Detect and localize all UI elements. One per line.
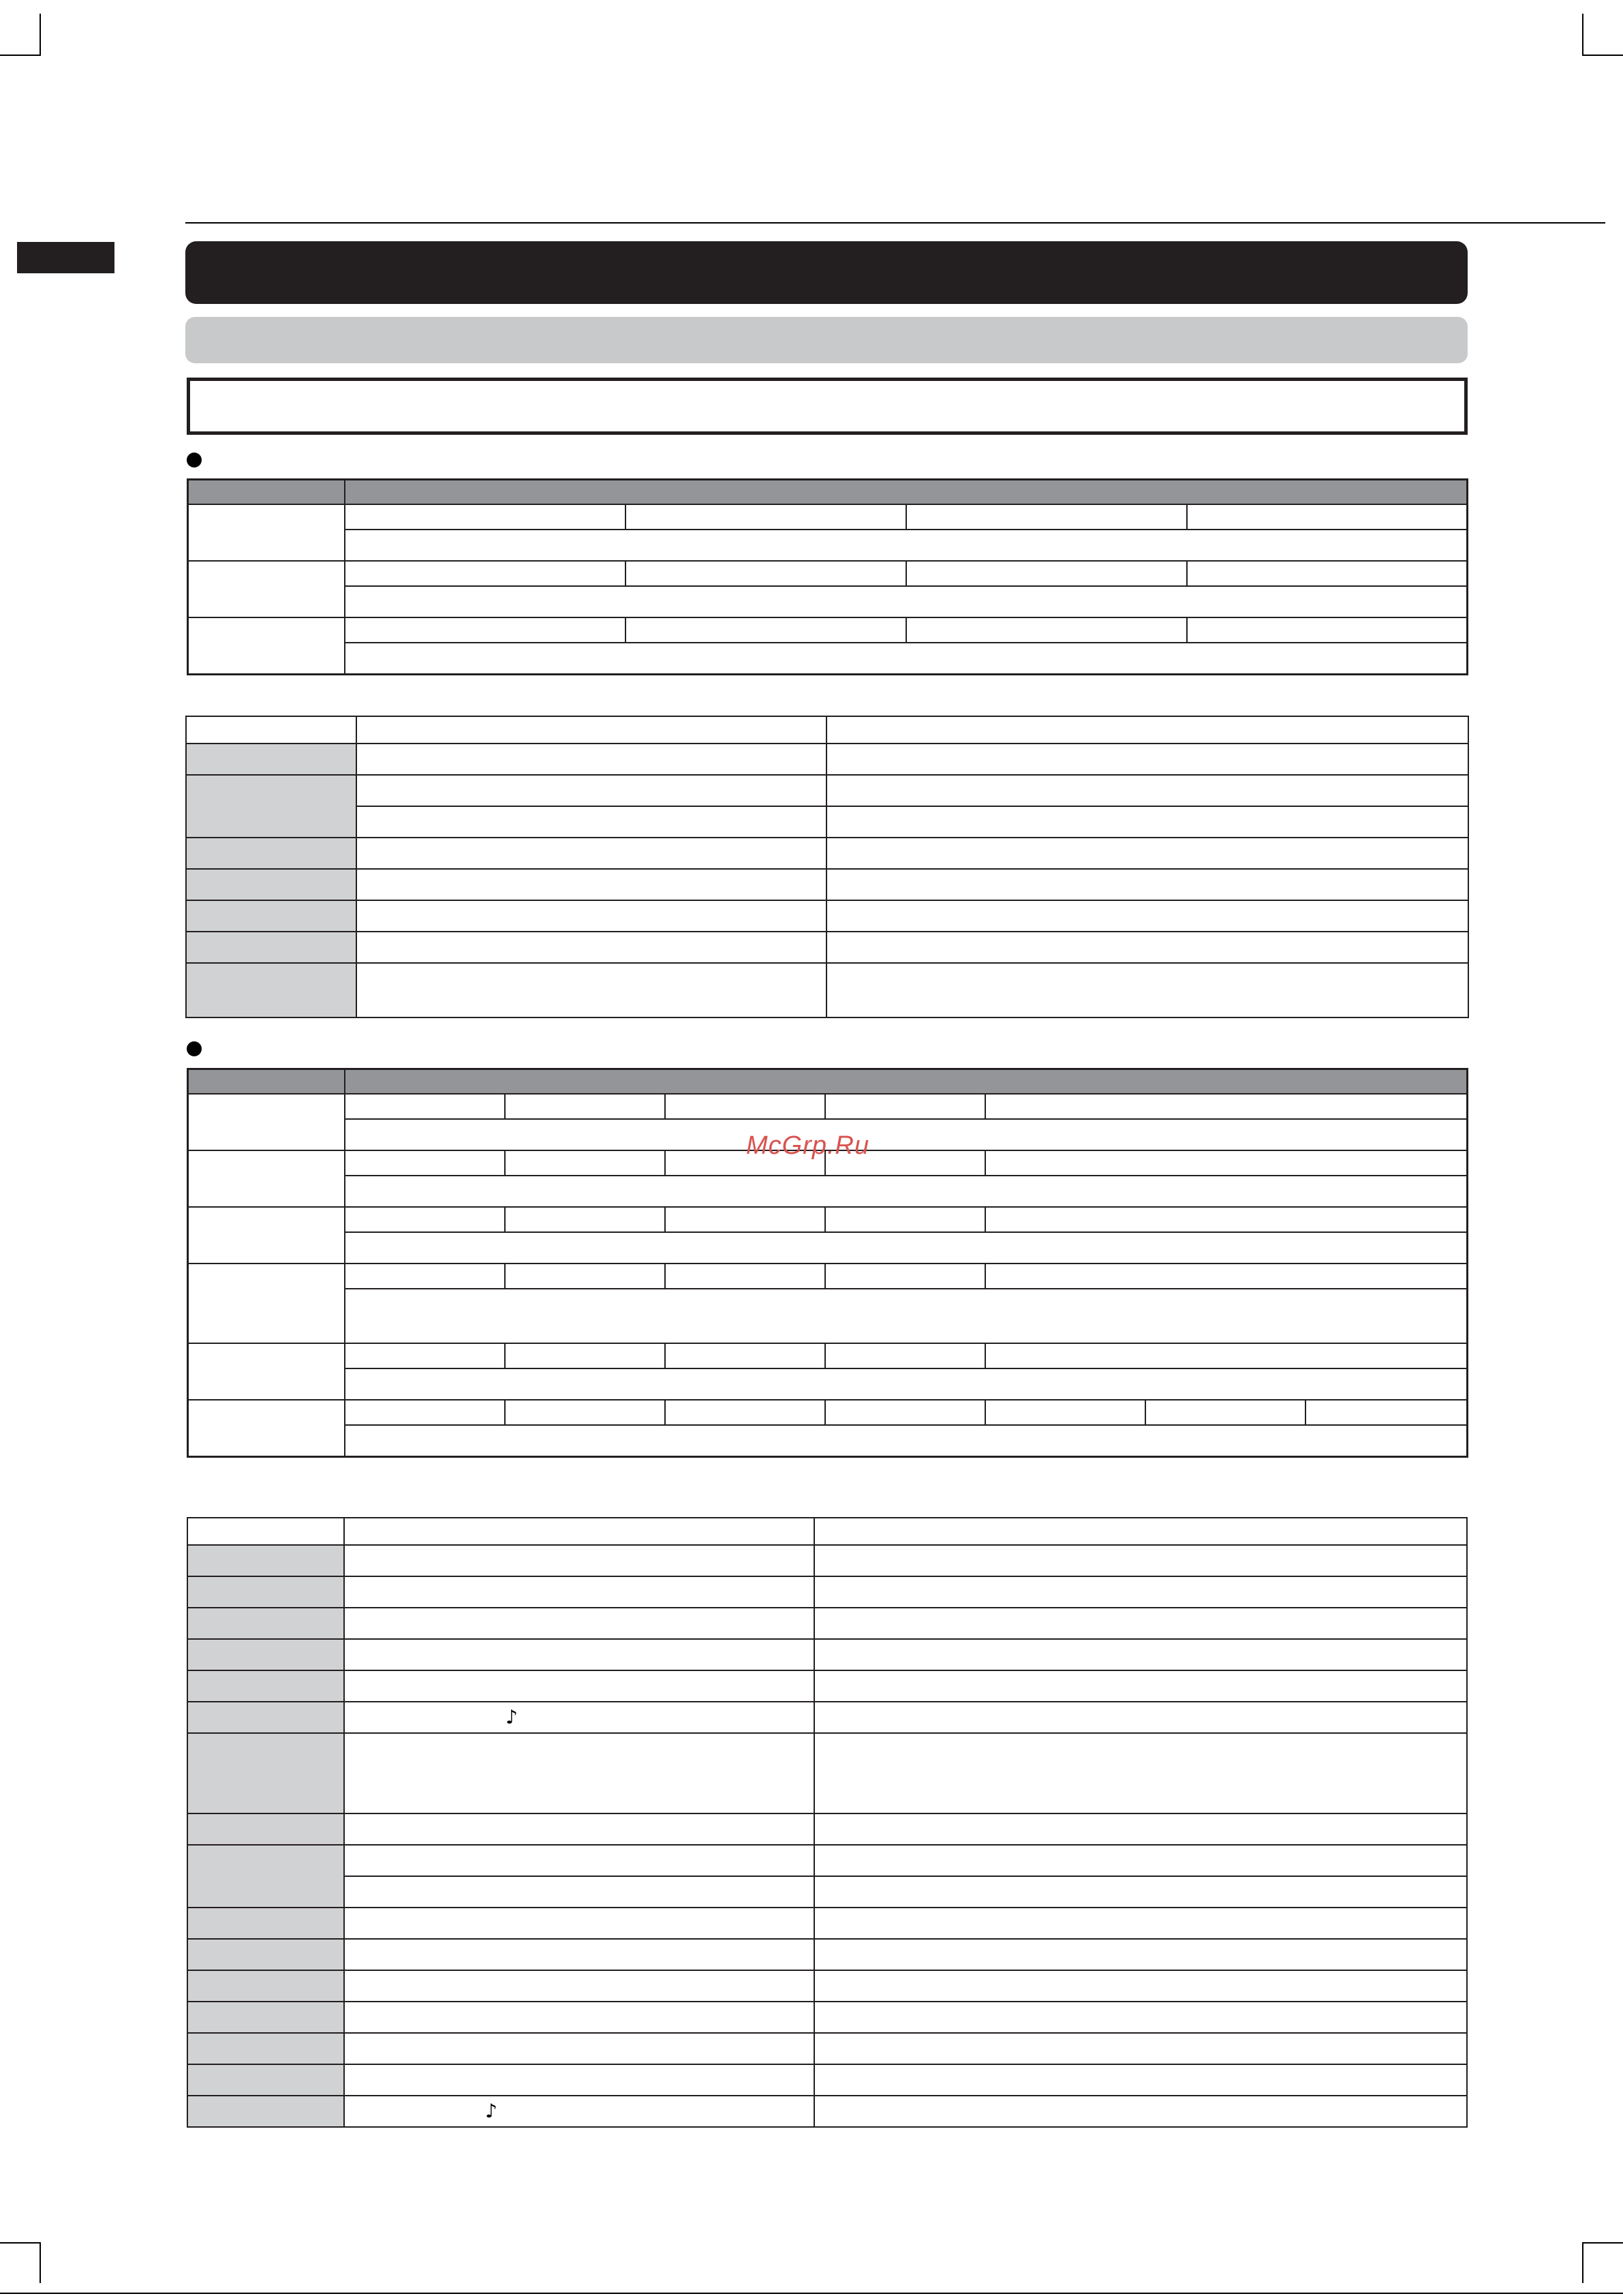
table-row [188, 1232, 1468, 1264]
table-row [187, 1813, 1467, 1845]
table-row [187, 1670, 1467, 1702]
page-title-bar [185, 241, 1468, 304]
table-1 [187, 478, 1468, 675]
table-row [188, 1343, 1468, 1368]
table-row [187, 1576, 1467, 1608]
table-row [188, 1425, 1468, 1456]
table-row [187, 1970, 1467, 2002]
crop-mark-top-left-v [40, 14, 41, 55]
table-row [188, 1176, 1468, 1207]
table-row [188, 1094, 1468, 1119]
table-1-row-label [188, 617, 345, 674]
crop-mark-top-right-v [1582, 14, 1583, 55]
table-row [188, 561, 1468, 586]
table-3-header-row [188, 1069, 1468, 1095]
section-subtitle-bar [185, 317, 1468, 363]
crop-mark-top-right-h [1582, 55, 1623, 56]
note-box [187, 378, 1468, 435]
table-row [187, 1908, 1467, 1939]
table-row [186, 806, 1468, 838]
crop-mark-bottom-right-h [1582, 2242, 1623, 2244]
header-rule [185, 222, 1605, 224]
bullet-icon [187, 1041, 202, 1056]
table-row [187, 1845, 1467, 1876]
table-row [188, 1368, 1468, 1400]
table-row [187, 1702, 1467, 1733]
table-row [188, 1289, 1468, 1343]
table-row [186, 932, 1468, 963]
table-row [186, 869, 1468, 900]
crop-mark-top-left-h [0, 55, 41, 56]
crop-mark-bottom-left-h [0, 2242, 41, 2244]
table-1-header-row [188, 480, 1468, 505]
table-row [186, 744, 1468, 775]
table-row [187, 1733, 1467, 1813]
table-row [188, 617, 1468, 643]
table-1-row-label [188, 561, 345, 617]
bullet-icon [187, 453, 202, 468]
table-1-row-label [188, 504, 345, 561]
side-language-tab [17, 242, 114, 273]
table-2 [185, 716, 1469, 1018]
table-row [186, 900, 1468, 932]
crop-mark-bottom-left-v [40, 2242, 41, 2283]
table-row [188, 643, 1468, 674]
table-row [186, 963, 1468, 1017]
table-row [187, 2033, 1467, 2064]
bottom-rule [0, 2293, 1623, 2294]
table-row [187, 1939, 1467, 1970]
table-row [187, 2002, 1467, 2033]
music-note-icon: ♪ [506, 1705, 518, 1728]
table-4 [187, 1517, 1468, 2128]
table-row [188, 1264, 1468, 1289]
table-row [187, 1545, 1467, 1576]
table-row [188, 1400, 1468, 1425]
table-row [186, 838, 1468, 869]
watermark-text: McGrp.Ru [746, 1131, 870, 1160]
table-3-header-value [345, 1069, 1468, 1095]
crop-mark-bottom-right-v [1582, 2242, 1583, 2283]
table-1-header-value [345, 480, 1468, 505]
table-row [187, 1639, 1467, 1670]
table-row [187, 2096, 1467, 2127]
table-row [186, 716, 1468, 744]
table-row [188, 504, 1468, 530]
table-row [187, 1518, 1467, 1545]
table-row [187, 1608, 1467, 1639]
table-1-header-label [188, 480, 345, 505]
table-row [187, 2064, 1467, 2096]
table-row [186, 775, 1468, 806]
table-row [187, 1876, 1467, 1908]
table-row [188, 586, 1468, 617]
table-3 [187, 1068, 1468, 1458]
table-row [188, 530, 1468, 561]
table-3-header-label [188, 1069, 345, 1095]
music-note-icon: ♪ [485, 2099, 497, 2122]
table-row [188, 1207, 1468, 1232]
